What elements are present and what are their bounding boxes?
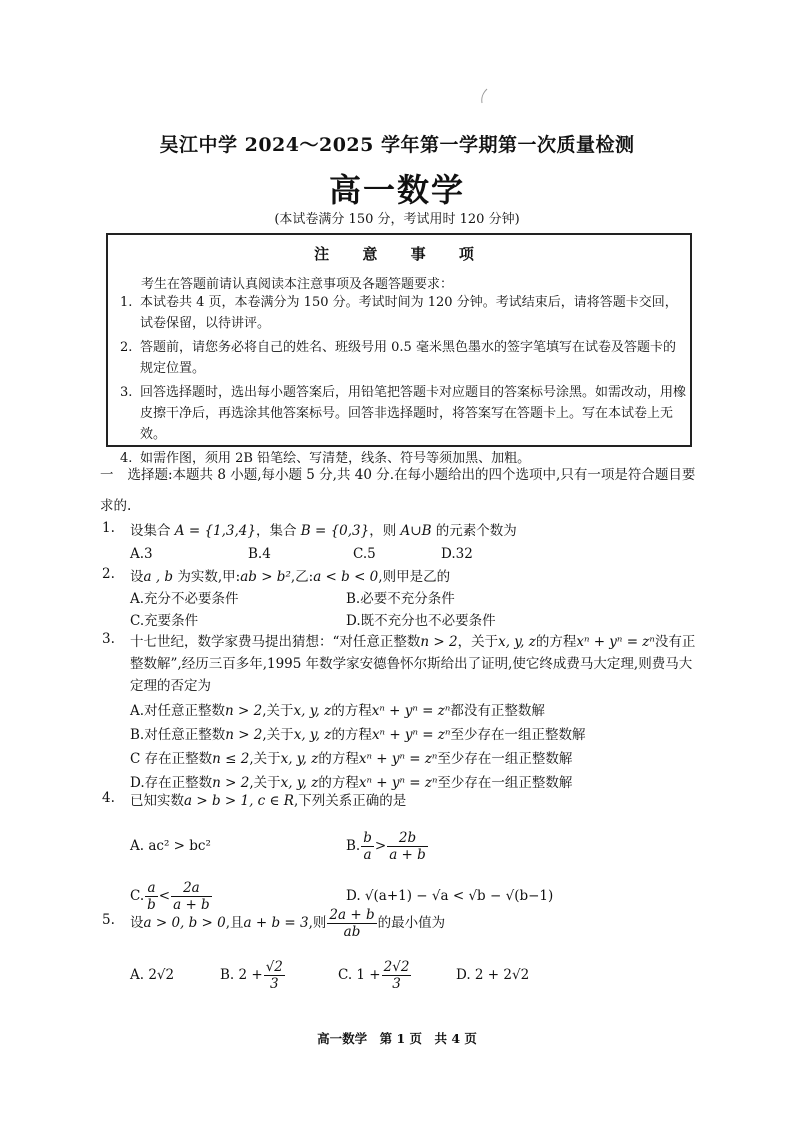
section-one-heading <box>100 460 700 522</box>
stem-text: 已知实数 <box>130 793 184 809</box>
option-math: x, y, z <box>280 775 319 791</box>
denominator: a + b <box>173 896 210 913</box>
option-math: n > 2 <box>212 775 250 791</box>
set-b: B = {0,3} <box>300 523 370 539</box>
condition-jia: ab > b² <box>240 569 291 585</box>
question-5 <box>102 906 697 995</box>
option-text: 的方程 <box>331 727 372 743</box>
option-math: n > 2 <box>225 703 263 719</box>
stem-text: 设 <box>130 915 144 931</box>
option-math: n > 2 <box>225 727 263 743</box>
notice-box <box>106 233 692 466</box>
numerator: a <box>145 880 158 897</box>
option-text: B.对任意正整数 <box>130 727 226 743</box>
question-number: 1. <box>102 520 115 536</box>
option-text: ,关于 <box>262 703 294 719</box>
denominator: 3 <box>392 975 401 992</box>
numerator: 2√2 <box>383 958 410 975</box>
notice-item <box>120 382 686 445</box>
numerator: b <box>363 829 372 846</box>
option-a: A.充分不必要条件 <box>130 591 239 607</box>
option-d: D. 2 + 2√2 <box>456 967 530 983</box>
option-b <box>130 723 697 747</box>
stem-text: 的元素个数为 <box>431 523 517 539</box>
stem-text: 没有正整数解”,经历三百多年,1995 年数学家安德鲁怀尔斯给出了证明,使它终成费马大定理,则费马大定理的否定为 <box>130 634 696 694</box>
set-a: A = {1,3,4} <box>174 523 256 539</box>
condition-yi: a < b < 0 <box>313 569 379 585</box>
option-text: 至少存在一组正整数解 <box>437 751 573 767</box>
stem-text: 设 <box>130 569 144 585</box>
notice-title: 注 意 事 项 <box>314 245 488 263</box>
question-stem <box>130 790 697 812</box>
stem-text: 为实数,甲: <box>173 569 241 585</box>
numerator: 2b <box>387 830 428 847</box>
option-text: 的方程 <box>331 703 372 719</box>
question-3 <box>102 631 697 795</box>
option-c: C.充要条件 <box>130 613 199 629</box>
option-text: D.存在正整数 <box>130 775 213 791</box>
condition: a > b > 1, c ∈ R <box>184 793 294 809</box>
stem-text: ，则 <box>369 523 401 539</box>
option-math: xⁿ + yⁿ = zⁿ <box>358 775 438 791</box>
option-b: B.必要不充分条件 <box>346 591 455 607</box>
notice-item-number: 3. <box>120 385 133 400</box>
option-text: ,关于 <box>249 775 281 791</box>
relation: > <box>374 837 387 854</box>
option-a: A. 2√2 <box>130 967 175 983</box>
denominator: 3 <box>270 975 279 992</box>
option-text: 的方程 <box>318 775 359 791</box>
option-a <box>130 699 697 723</box>
question-1 <box>102 520 697 565</box>
option-math: n ≤ 2 <box>212 751 250 767</box>
notice-item-text: 答题前，请您务必将自己的姓名、班级号用 0.5 毫米黑色墨水的签字笔填写在试卷及答题卡的规定位置。 <box>140 340 676 376</box>
option-c <box>338 959 456 992</box>
exam-title: 吴江中学 2024～2025 学年第一学期第一次质量检测 <box>159 134 635 156</box>
notice-item-number: 2. <box>120 340 133 355</box>
page-footer: 高一数学 第 1 页 共 4 页 <box>317 1031 477 1046</box>
denominator: ab <box>343 923 361 940</box>
stem-text: 的最小值为 <box>377 915 446 931</box>
option-b: B.4 <box>248 546 271 562</box>
option-text: 至少存在一组正整数解 <box>437 775 573 791</box>
option-a: A.3 <box>130 546 153 562</box>
variables: a , b <box>143 569 174 585</box>
options-row <box>130 588 697 610</box>
options-row <box>130 543 697 565</box>
fraction <box>327 907 376 940</box>
stem-text: ，集合 <box>255 523 301 539</box>
option-c <box>130 747 697 771</box>
option-text: 的方程 <box>318 751 359 767</box>
option-c: C.5 <box>353 546 376 562</box>
notice-item-text: 本试卷共 4 页，本卷满分为 150 分。考试时间为 120 分钟。考试结束后，请将答题卡交回，试卷保留，以待讲评。 <box>140 295 678 331</box>
question-number: 2. <box>102 566 115 582</box>
question-number: 3. <box>102 631 115 647</box>
subject-title: 高一数学 <box>328 171 465 209</box>
option-d: D.32 <box>441 546 473 562</box>
option-text: ,关于 <box>262 727 294 743</box>
pencil-mark <box>478 88 490 104</box>
denominator: a <box>363 846 372 863</box>
option-label: C. <box>130 887 145 904</box>
denominator: a + b <box>389 846 426 863</box>
options-row <box>130 610 697 632</box>
fraction <box>382 959 412 992</box>
section-number: 一 <box>100 467 114 483</box>
stem-text: 设集合 <box>130 523 175 539</box>
stem-text: ,则 <box>308 915 327 931</box>
stem-text: ,下列关系正确的是 <box>293 793 407 809</box>
stem-text: 十七世纪，数学家费马提出猜想：“对任意正整数 <box>130 634 421 650</box>
option-label: C. 1 + <box>338 966 381 983</box>
option-label: B. <box>346 837 361 854</box>
question-2 <box>102 566 697 632</box>
question-number: 5. <box>102 912 115 928</box>
option-label: B. 2 + <box>220 966 263 983</box>
notice-item <box>120 292 686 334</box>
question-stem <box>130 520 697 542</box>
question-4 <box>102 790 697 916</box>
numerator: √2 <box>265 958 283 975</box>
condition-n: n > 2 <box>420 634 458 650</box>
options-row <box>130 826 697 866</box>
option-math: x, y, z <box>293 703 332 719</box>
option-text: A.对任意正整数 <box>130 703 226 719</box>
option-text: 都没有正整数解 <box>450 703 545 719</box>
union-expression: A∪B <box>400 523 432 539</box>
question-stem <box>130 631 697 697</box>
option-math: xⁿ + yⁿ = zⁿ <box>358 751 438 767</box>
question-number: 4. <box>102 790 115 806</box>
option-text: 至少存在一组正整数解 <box>450 727 586 743</box>
condition: a > 0, b > 0 <box>143 915 226 931</box>
condition: a + b = 3 <box>243 915 309 931</box>
notice-intro: 考生在答题前请认真阅读本注意事项及各题答题要求： <box>141 277 454 292</box>
option-a: A. ac² > bc² <box>130 838 211 854</box>
denominator: b <box>147 896 156 913</box>
relation: < <box>158 887 171 904</box>
option-text: ,关于 <box>249 751 281 767</box>
numerator: 2a <box>171 880 212 897</box>
fermat-equation: xⁿ + yⁿ = zⁿ <box>576 634 655 650</box>
options-row <box>130 955 697 995</box>
option-text: C 存在正整数 <box>130 751 213 767</box>
fraction <box>387 830 428 863</box>
stem-text: ,则甲是乙的 <box>378 569 451 585</box>
option-math: x, y, z <box>293 727 332 743</box>
notice-item-number: 1. <box>120 295 133 310</box>
numerator: 2a + b <box>329 906 375 923</box>
variables: x, y, z <box>498 634 536 650</box>
notice-item-number: 4. <box>120 451 133 466</box>
score-time-line: (本试卷满分 150 分，考试用时 120 分钟) <box>274 212 520 227</box>
stem-text: ,且 <box>225 915 244 931</box>
stem-text: ,乙: <box>290 569 314 585</box>
fraction <box>361 830 374 863</box>
option-math: x, y, z <box>280 751 319 767</box>
fraction <box>264 959 285 992</box>
notice-item-text: 如需作图，须用 2B 铅笔绘、写清楚，线条、符号等须加黑、加粗。 <box>140 451 531 466</box>
option-math: xⁿ + yⁿ = zⁿ <box>371 703 451 719</box>
option-d: D.既不充分也不必要条件 <box>346 613 496 629</box>
option-b <box>346 830 429 863</box>
question-stem <box>130 903 697 943</box>
option-math: xⁿ + yⁿ = zⁿ <box>371 727 451 743</box>
section-instructions: 选择题:本题共 8 小题,每小题 5 分,共 40 分.在每小题给出的四个选项中,只有一项是符合题目要求的. <box>100 467 696 514</box>
stem-text: ，关于 <box>457 634 499 650</box>
stem-text: 的方程 <box>535 634 577 650</box>
question-stem <box>130 566 697 588</box>
option-d: D. √(a+1) − √a < √b − √(b−1) <box>346 888 554 904</box>
option-b <box>220 959 338 992</box>
notice-item-text: 回答选择题时，选出每小题答案后，用铅笔把答题卡对应题目的答案标号涂黑。如需改动，用橡皮擦干净后，再选涂其他答案标号。回答非选择题时，将答案写在答题卡上。写在本试卷上无效。 <box>140 385 687 442</box>
notice-item <box>120 337 686 379</box>
notice-list <box>120 292 686 472</box>
